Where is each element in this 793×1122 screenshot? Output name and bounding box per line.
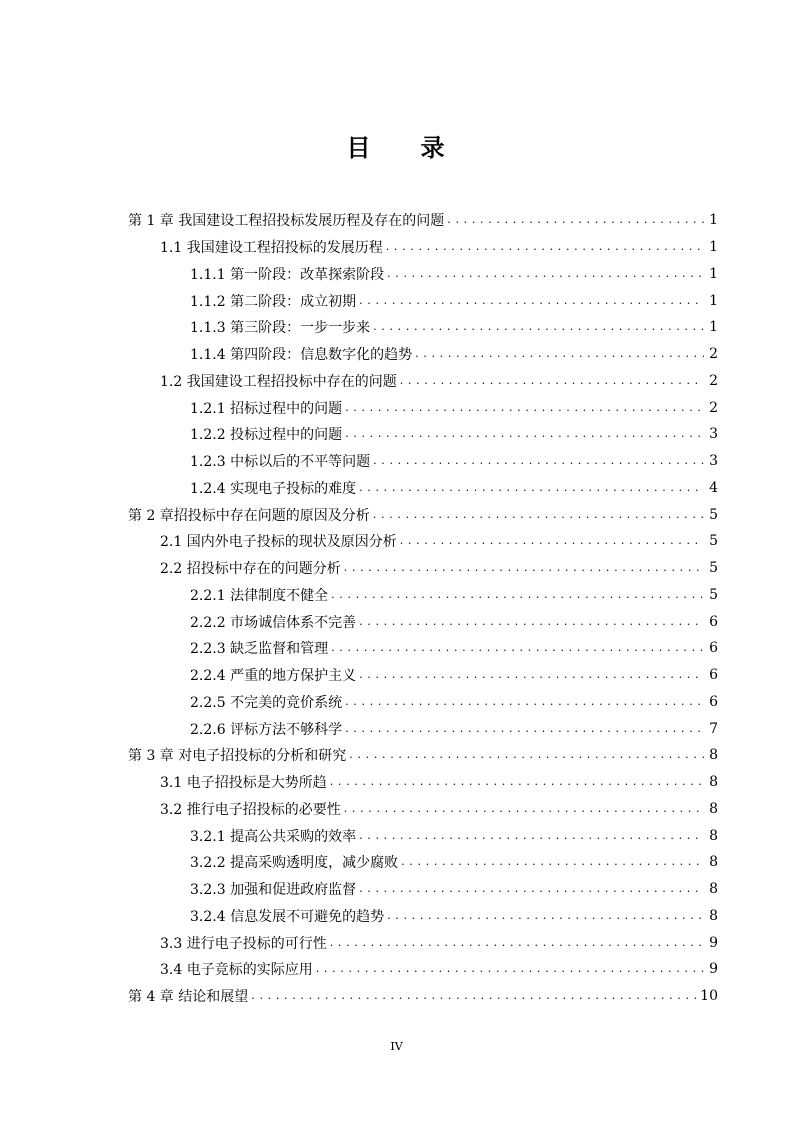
- toc-entry[interactable]: [128, 876, 718, 903]
- toc-dot-leader: [345, 401, 704, 415]
- toc-entry[interactable]: [128, 341, 718, 368]
- toc-entry-page: 8: [709, 854, 718, 871]
- toc-entry[interactable]: [128, 715, 718, 742]
- toc-entry-title: 3.2.4 信息发展不可避免的趋势: [190, 908, 385, 925]
- toc-entry-title: 1.1.3 第三阶段：一步一步来: [190, 320, 371, 337]
- toc-dot-leader: [359, 829, 704, 843]
- toc-dot-leader: [359, 615, 704, 629]
- toc-dot-leader: [330, 775, 704, 789]
- toc-entry[interactable]: [128, 448, 718, 475]
- toc-entry-title: 2.2.6 评标方法不够科学: [190, 721, 343, 738]
- toc-entry-page: 3: [709, 453, 718, 470]
- toc-entry-title: 1.2 我国建设工程招投标中存在的问题: [160, 373, 397, 390]
- toc-entry-title: 2.2.3 缺乏监督和管理: [190, 641, 329, 658]
- toc-entry-page: 2: [709, 399, 718, 416]
- toc-dot-leader: [401, 855, 704, 869]
- toc-entry-title: 第 4 章 结论和展望: [128, 989, 249, 1006]
- toc-entry[interactable]: [128, 662, 718, 689]
- table-of-contents: [128, 207, 718, 1010]
- toc-entry-page: 9: [709, 934, 718, 951]
- toc-dot-leader: [251, 989, 696, 1003]
- page-number: IV: [390, 1040, 403, 1053]
- toc-entry-page: 5: [709, 533, 718, 550]
- toc-entry[interactable]: [128, 849, 718, 876]
- toc-dot-leader: [330, 936, 704, 950]
- toc-dot-leader: [373, 454, 704, 468]
- toc-dot-leader: [373, 320, 704, 334]
- title-char-1: 目: [346, 134, 373, 162]
- toc-dot-leader: [447, 213, 704, 227]
- toc-entry-page: 8: [709, 881, 718, 898]
- toc-entry-page: 8: [709, 774, 718, 791]
- toc-entry-page: 1: [709, 239, 718, 256]
- toc-dot-leader: [345, 427, 704, 441]
- toc-entry-title: 第 2 章招投标中存在问题的原因及分析: [128, 507, 370, 524]
- toc-entry-title: 1.2.4 实现电子投标的难度: [190, 480, 357, 497]
- toc-entry[interactable]: [128, 822, 718, 849]
- toc-entry[interactable]: [128, 635, 718, 662]
- toc-dot-leader: [344, 802, 704, 816]
- toc-dot-leader: [345, 695, 704, 709]
- toc-entry[interactable]: [128, 207, 718, 234]
- toc-dot-leader: [400, 534, 704, 548]
- toc-entry[interactable]: [128, 769, 718, 796]
- toc-entry[interactable]: [128, 368, 718, 395]
- toc-entry[interactable]: [128, 421, 718, 448]
- toc-dot-leader: [331, 588, 704, 602]
- toc-entry-title: 3.4 电子竞标的实际应用: [160, 962, 313, 979]
- toc-entry[interactable]: [128, 983, 718, 1010]
- toc-entry-title: 1.2.2 投标过程中的问题: [190, 427, 343, 444]
- toc-entry[interactable]: [128, 903, 718, 930]
- toc-entry-page: 6: [709, 640, 718, 657]
- toc-dot-leader: [331, 641, 704, 655]
- toc-entry-title: 1.1 我国建设工程招投标的发展历程: [160, 240, 383, 257]
- toc-entry-title: 第 1 章 我国建设工程招投标发展历程及存在的问题: [128, 213, 445, 230]
- toc-dot-leader: [400, 374, 704, 388]
- toc-entry-page: 1: [709, 292, 718, 309]
- toc-entry-page: 8: [709, 827, 718, 844]
- toc-entry-page: 5: [709, 586, 718, 603]
- toc-entry[interactable]: [128, 929, 718, 956]
- toc-dot-leader: [344, 561, 704, 575]
- toc-dot-leader: [386, 240, 704, 254]
- toc-entry-title: 2.1 国内外电子投标的现状及原因分析: [160, 534, 397, 551]
- toc-dot-leader: [359, 882, 704, 896]
- toc-dot-leader: [359, 668, 704, 682]
- toc-dot-leader: [359, 294, 704, 308]
- toc-entry[interactable]: [128, 742, 718, 769]
- toc-entry-title: 3.2.3 加强和促进政府监督: [190, 882, 357, 899]
- toc-entry-title: 1.2.3 中标以后的不平等问题: [190, 454, 371, 471]
- toc-entry-title: 3.2.1 提高公共采购的效率: [190, 828, 357, 845]
- toc-entry-title: 3.2.2 提高采购透明度，减少腐败: [190, 855, 399, 872]
- toc-entry[interactable]: [128, 689, 718, 716]
- toc-entry-page: 8: [709, 747, 718, 764]
- toc-entry-title: 2.2.5 不完美的竞价系统: [190, 694, 343, 711]
- toc-entry-title: 3.1 电子招投标是大势所趋: [160, 775, 327, 792]
- toc-entry-title: 1.2.1 招标过程中的问题: [190, 400, 343, 417]
- toc-dot-leader: [359, 481, 704, 495]
- toc-entry-title: 3.2 推行电子招投标的必要性: [160, 801, 341, 818]
- toc-entry[interactable]: [128, 796, 718, 823]
- toc-entry-page: 7: [709, 720, 718, 737]
- toc-entry-title: 2.2.2 市场诚信体系不完善: [190, 614, 357, 631]
- toc-dot-leader: [349, 748, 704, 762]
- toc-dot-leader: [387, 909, 704, 923]
- toc-entry-page: 1: [709, 212, 718, 229]
- toc-dot-leader: [373, 508, 704, 522]
- toc-entry-title: 第 3 章 对电子招投标的分析和研究: [128, 748, 347, 765]
- toc-entry-title: 2.2 招投标中存在的问题分析: [160, 561, 341, 578]
- toc-entry[interactable]: [128, 261, 718, 288]
- toc-entry-page: 3: [709, 426, 718, 443]
- toc-entry-page: 6: [709, 667, 718, 684]
- toc-entry[interactable]: [128, 956, 718, 983]
- toc-entry[interactable]: [128, 582, 718, 609]
- toc-entry-title: 2.2.4 严重的地方保护主义: [190, 668, 357, 685]
- toc-dot-leader: [316, 962, 704, 976]
- toc-entry-page: 6: [709, 693, 718, 710]
- toc-dot-leader: [387, 267, 704, 281]
- toc-entry-page: 2: [709, 372, 718, 389]
- toc-entry[interactable]: [128, 555, 718, 582]
- toc-dot-leader: [345, 722, 704, 736]
- toc-entry-title: 2.2.1 法律制度不健全: [190, 587, 329, 604]
- toc-entry[interactable]: [128, 234, 718, 261]
- toc-entry[interactable]: [128, 287, 718, 314]
- toc-entry-page: 5: [709, 560, 718, 577]
- toc-entry[interactable]: [128, 608, 718, 635]
- toc-entry-page: 5: [709, 506, 718, 523]
- page-title: [0, 128, 793, 163]
- toc-entry-page: 10: [700, 988, 718, 1005]
- toc-entry-title: 3.3 进行电子投标的可行性: [160, 935, 327, 952]
- title-char-2: 录: [420, 134, 447, 162]
- toc-entry[interactable]: [128, 528, 718, 555]
- toc-entry[interactable]: [128, 475, 718, 502]
- toc-entry-page: 1: [709, 265, 718, 282]
- toc-entry[interactable]: [128, 501, 718, 528]
- toc-entry-title: 1.1.4 第四阶段：信息数字化的趋势: [190, 347, 413, 364]
- toc-entry-page: 8: [709, 907, 718, 924]
- toc-entry[interactable]: [128, 394, 718, 421]
- toc-entry-page: 8: [709, 800, 718, 817]
- toc-entry-page: 2: [709, 346, 718, 363]
- toc-entry-title: 1.1.2 第二阶段：成立初期: [190, 293, 357, 310]
- toc-entry-page: 1: [709, 319, 718, 336]
- toc-dot-leader: [415, 347, 704, 361]
- toc-entry-page: 4: [709, 479, 718, 496]
- toc-entry-page: 6: [709, 613, 718, 630]
- toc-entry-page: 9: [709, 961, 718, 978]
- toc-entry[interactable]: [128, 314, 718, 341]
- toc-entry-title: 1.1.1 第一阶段：改革探索阶段: [190, 266, 385, 283]
